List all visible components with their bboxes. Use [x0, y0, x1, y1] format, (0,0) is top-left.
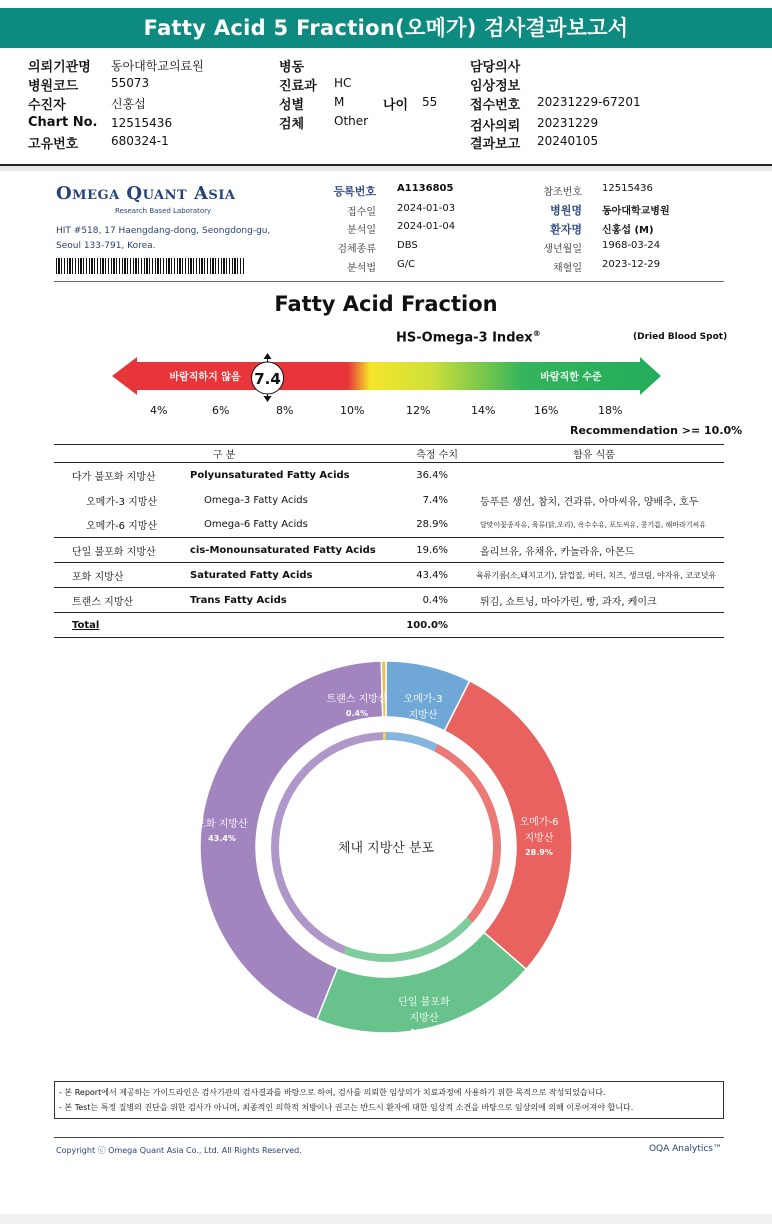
reg-value: 1968-03-24 [602, 240, 661, 251]
barcode [56, 258, 244, 274]
inner-ring-slice [383, 732, 386, 740]
bad-range-label: 바람직하지 않음 [169, 372, 241, 383]
info-label: 성별 [279, 98, 305, 113]
lab-address [56, 224, 270, 254]
reg-value: 12515436 [602, 183, 653, 194]
specimen-type: (Dried Blood Spot) [633, 332, 728, 342]
reg-label: 분석일 [347, 225, 376, 236]
row-foods: 달맞이꽃종자유, 육류(닭,오리), 옥수수유, 포도씨유, 콩기름, 해바라기씨유 [480, 520, 707, 529]
table-row [54, 488, 724, 513]
slice-label: 단일 불포화 지방산 19.6% [398, 997, 450, 1037]
row-value: 19.6% [394, 538, 464, 563]
divider [54, 281, 724, 282]
info-value: 55 [422, 95, 438, 109]
report-title: Fatty Acid 5 Fraction(오메가) 검사결과보고서 [0, 8, 772, 48]
slice-label: 트랜스 지방산 0.4% [326, 694, 388, 718]
info-label: 담당의사 [470, 60, 521, 75]
row-foods: 육류기름(소,돼지고기), 닭껍질, 버터, 치즈, 생크림, 야자유, 코코넛유 [464, 563, 724, 588]
patient-info [0, 54, 772, 164]
row-en: Trans Fatty Acids [186, 588, 394, 613]
reg-value: 신홍섭 (M) [602, 225, 654, 236]
reg-label: 병원명 [550, 204, 582, 217]
table-row [54, 588, 724, 613]
info-value: 신홍섭 [111, 97, 146, 111]
info-label: Chart No. [28, 115, 98, 130]
total-label: Total [54, 613, 186, 638]
reg-label: 환자명 [550, 223, 582, 236]
info-value: 55073 [111, 76, 150, 90]
reg-label: 검체종류 [337, 244, 376, 255]
lab-logo-sub: Research Based Laboratory [115, 207, 212, 215]
header-foods: 함유 식품 [464, 445, 724, 463]
reg-value: 동아대학교병원 [602, 206, 670, 217]
marker-arrowhead [264, 353, 272, 359]
info-label: 검체 [279, 117, 305, 132]
table-row [54, 513, 724, 538]
header-value: 측정 수치 [394, 445, 464, 463]
address-line: Seoul 133-791, Korea. [56, 241, 156, 251]
info-value: M [334, 95, 345, 109]
row-foods: 등푸른 생선, 참치, 견과류, 아마씨유, 양배추, 호두 [480, 496, 699, 508]
address-line: HIT #518, 17 Haengdang-dong, Seongdong-gu, [56, 226, 271, 236]
row-foods [464, 463, 724, 488]
scale-tick: 12% [406, 404, 431, 417]
scale-tick: 18% [598, 404, 623, 417]
scale-tick: 16% [534, 404, 559, 417]
reg-label: 채혈일 [553, 263, 582, 274]
notes-box [54, 1081, 724, 1119]
row-ko: 오메가-3 지방산 [86, 496, 158, 508]
info-label: 수진자 [28, 98, 66, 113]
row-ko: 다가 불포화 지방산 [72, 471, 156, 483]
divider-shadow [0, 166, 772, 171]
scale-tick: 8% [276, 404, 294, 417]
slice-label: 오메가-3 지방산 7.4% [403, 694, 443, 734]
row-value: 7.4% [422, 494, 448, 506]
row-en: Omega-3 Fatty Acids [204, 494, 308, 506]
donut-slice [381, 661, 386, 717]
reg-value: G/C [397, 259, 416, 270]
index-title [396, 329, 541, 345]
reg-label: 분석법 [347, 263, 376, 274]
page-bottom [0, 1214, 772, 1224]
reg-value: 2024-01-04 [397, 221, 456, 232]
table-row [54, 563, 724, 588]
info-label: 검사의뢰 [470, 119, 521, 134]
index-value: 7.4 [254, 370, 281, 388]
distribution-chart [0, 660, 772, 1060]
info-label: 결과보고 [470, 137, 521, 152]
divider [54, 1137, 724, 1138]
row-ko: 포화 지방산 [54, 563, 186, 588]
reg-label: 생년월일 [543, 244, 582, 255]
registered-mark: ® [532, 329, 541, 338]
reg-label: 등록번호 [333, 185, 376, 198]
table-row [54, 538, 724, 563]
scale-tick: 4% [150, 404, 168, 417]
recommendation: Recommendation >= 10.0% [570, 424, 743, 437]
info-label: 진료과 [279, 79, 317, 94]
inner-ring-slice [386, 732, 438, 751]
row-ko: 오메가-6 지방산 [86, 521, 158, 533]
info-value: 20231229 [537, 116, 599, 130]
fatty-acid-table [54, 444, 724, 638]
info-label: 고유번호 [28, 137, 79, 152]
info-value: HC [334, 76, 352, 90]
row-en: Omega-6 Fatty Acids [204, 519, 308, 531]
reg-value: 2023-12-29 [602, 259, 661, 270]
table-row [54, 463, 724, 488]
brand: OQA Analytics™ [648, 1144, 722, 1154]
info-value: 20240105 [537, 134, 599, 148]
header-category: 구 분 [54, 445, 394, 463]
info-label: 임상정보 [470, 79, 521, 94]
row-value: 0.4% [394, 588, 464, 613]
info-value: 동아대학교의료원 [111, 59, 204, 73]
chart-title: 체내 지방산 분포 [337, 841, 435, 856]
scale-tick: 14% [471, 404, 496, 417]
scale-tick: 10% [340, 404, 365, 417]
reg-value: A1136805 [397, 183, 454, 194]
donut-chart [0, 660, 772, 1060]
row-foods: 튀김, 쇼트닝, 마아가린, 빵, 과자, 케이크 [464, 588, 724, 613]
section-title: Fatty Acid Fraction [274, 292, 498, 316]
row-ko: 트랜스 지방산 [54, 588, 186, 613]
good-range-label: 바람직한 수준 [540, 372, 602, 383]
info-label: 접수번호 [470, 98, 521, 113]
info-value: Other [334, 114, 369, 128]
inner-ring-slice [343, 917, 472, 962]
lab-logo: Omega Quant Asia [56, 183, 236, 204]
info-value: 680324-1 [111, 134, 169, 148]
info-label: 병동 [279, 60, 305, 75]
index-marker [252, 353, 284, 402]
row-value: 28.9% [416, 519, 448, 531]
reg-label: 참조번호 [543, 187, 582, 198]
copyright: Copyright ⓒ Omega Quant Asia Co., Ltd. All Rights Reserved. [56, 1146, 302, 1155]
index-title-text: HS-Omega-3 Index [396, 330, 533, 346]
row-value: 43.4% [394, 563, 464, 588]
reg-value: 2024-01-03 [397, 203, 456, 214]
row-en: Polyunsaturated Fatty Acids [190, 469, 350, 481]
row-value: 36.4% [416, 469, 448, 481]
row-ko: 단일 불포화 지방산 [54, 538, 186, 563]
info-label: 의뢰기관명 [28, 60, 91, 75]
marker-arrowhead [264, 396, 272, 402]
slice-label: 오메가-6 지방산 28.9% [519, 817, 559, 857]
table-header [54, 445, 724, 463]
row-en: cis-Monounsaturated Fatty Acids [186, 538, 394, 563]
table-total-row [54, 613, 724, 638]
reg-value: DBS [397, 240, 418, 251]
omega3-index-scale [0, 350, 772, 410]
row-foods: 올리브유, 유채유, 카놀라유, 아몬드 [464, 538, 724, 563]
note-line: - 본 Report에서 제공하는 가이드라인은 검사기관의 검사결과를 바탕으로 하여, 검사를 의뢰한 임상의가 치료과정에 사용하기 위한 목적으로 작성되었습니다. [59, 1088, 606, 1097]
slice-label: 포화 지방산 43.4% [196, 819, 248, 843]
note-line: - 본 Test는 특정 질병의 진단을 위한 검사가 아니며, 최종적인 의학적 처방이나 권고는 반드시 환자에 대한 임상적 소견을 바탕으로 임상의에 의해 이루어져야 합니다. [59, 1103, 634, 1112]
info-label: 나이 [383, 98, 409, 113]
info-label: 병원코드 [28, 79, 79, 94]
info-value: 12515436 [111, 116, 173, 130]
total-value: 100.0% [394, 613, 464, 638]
reg-label: 접수일 [347, 207, 376, 218]
info-value: 20231229-67201 [537, 95, 641, 109]
scale-tick: 6% [212, 404, 230, 417]
row-en: Saturated Fatty Acids [186, 563, 394, 588]
